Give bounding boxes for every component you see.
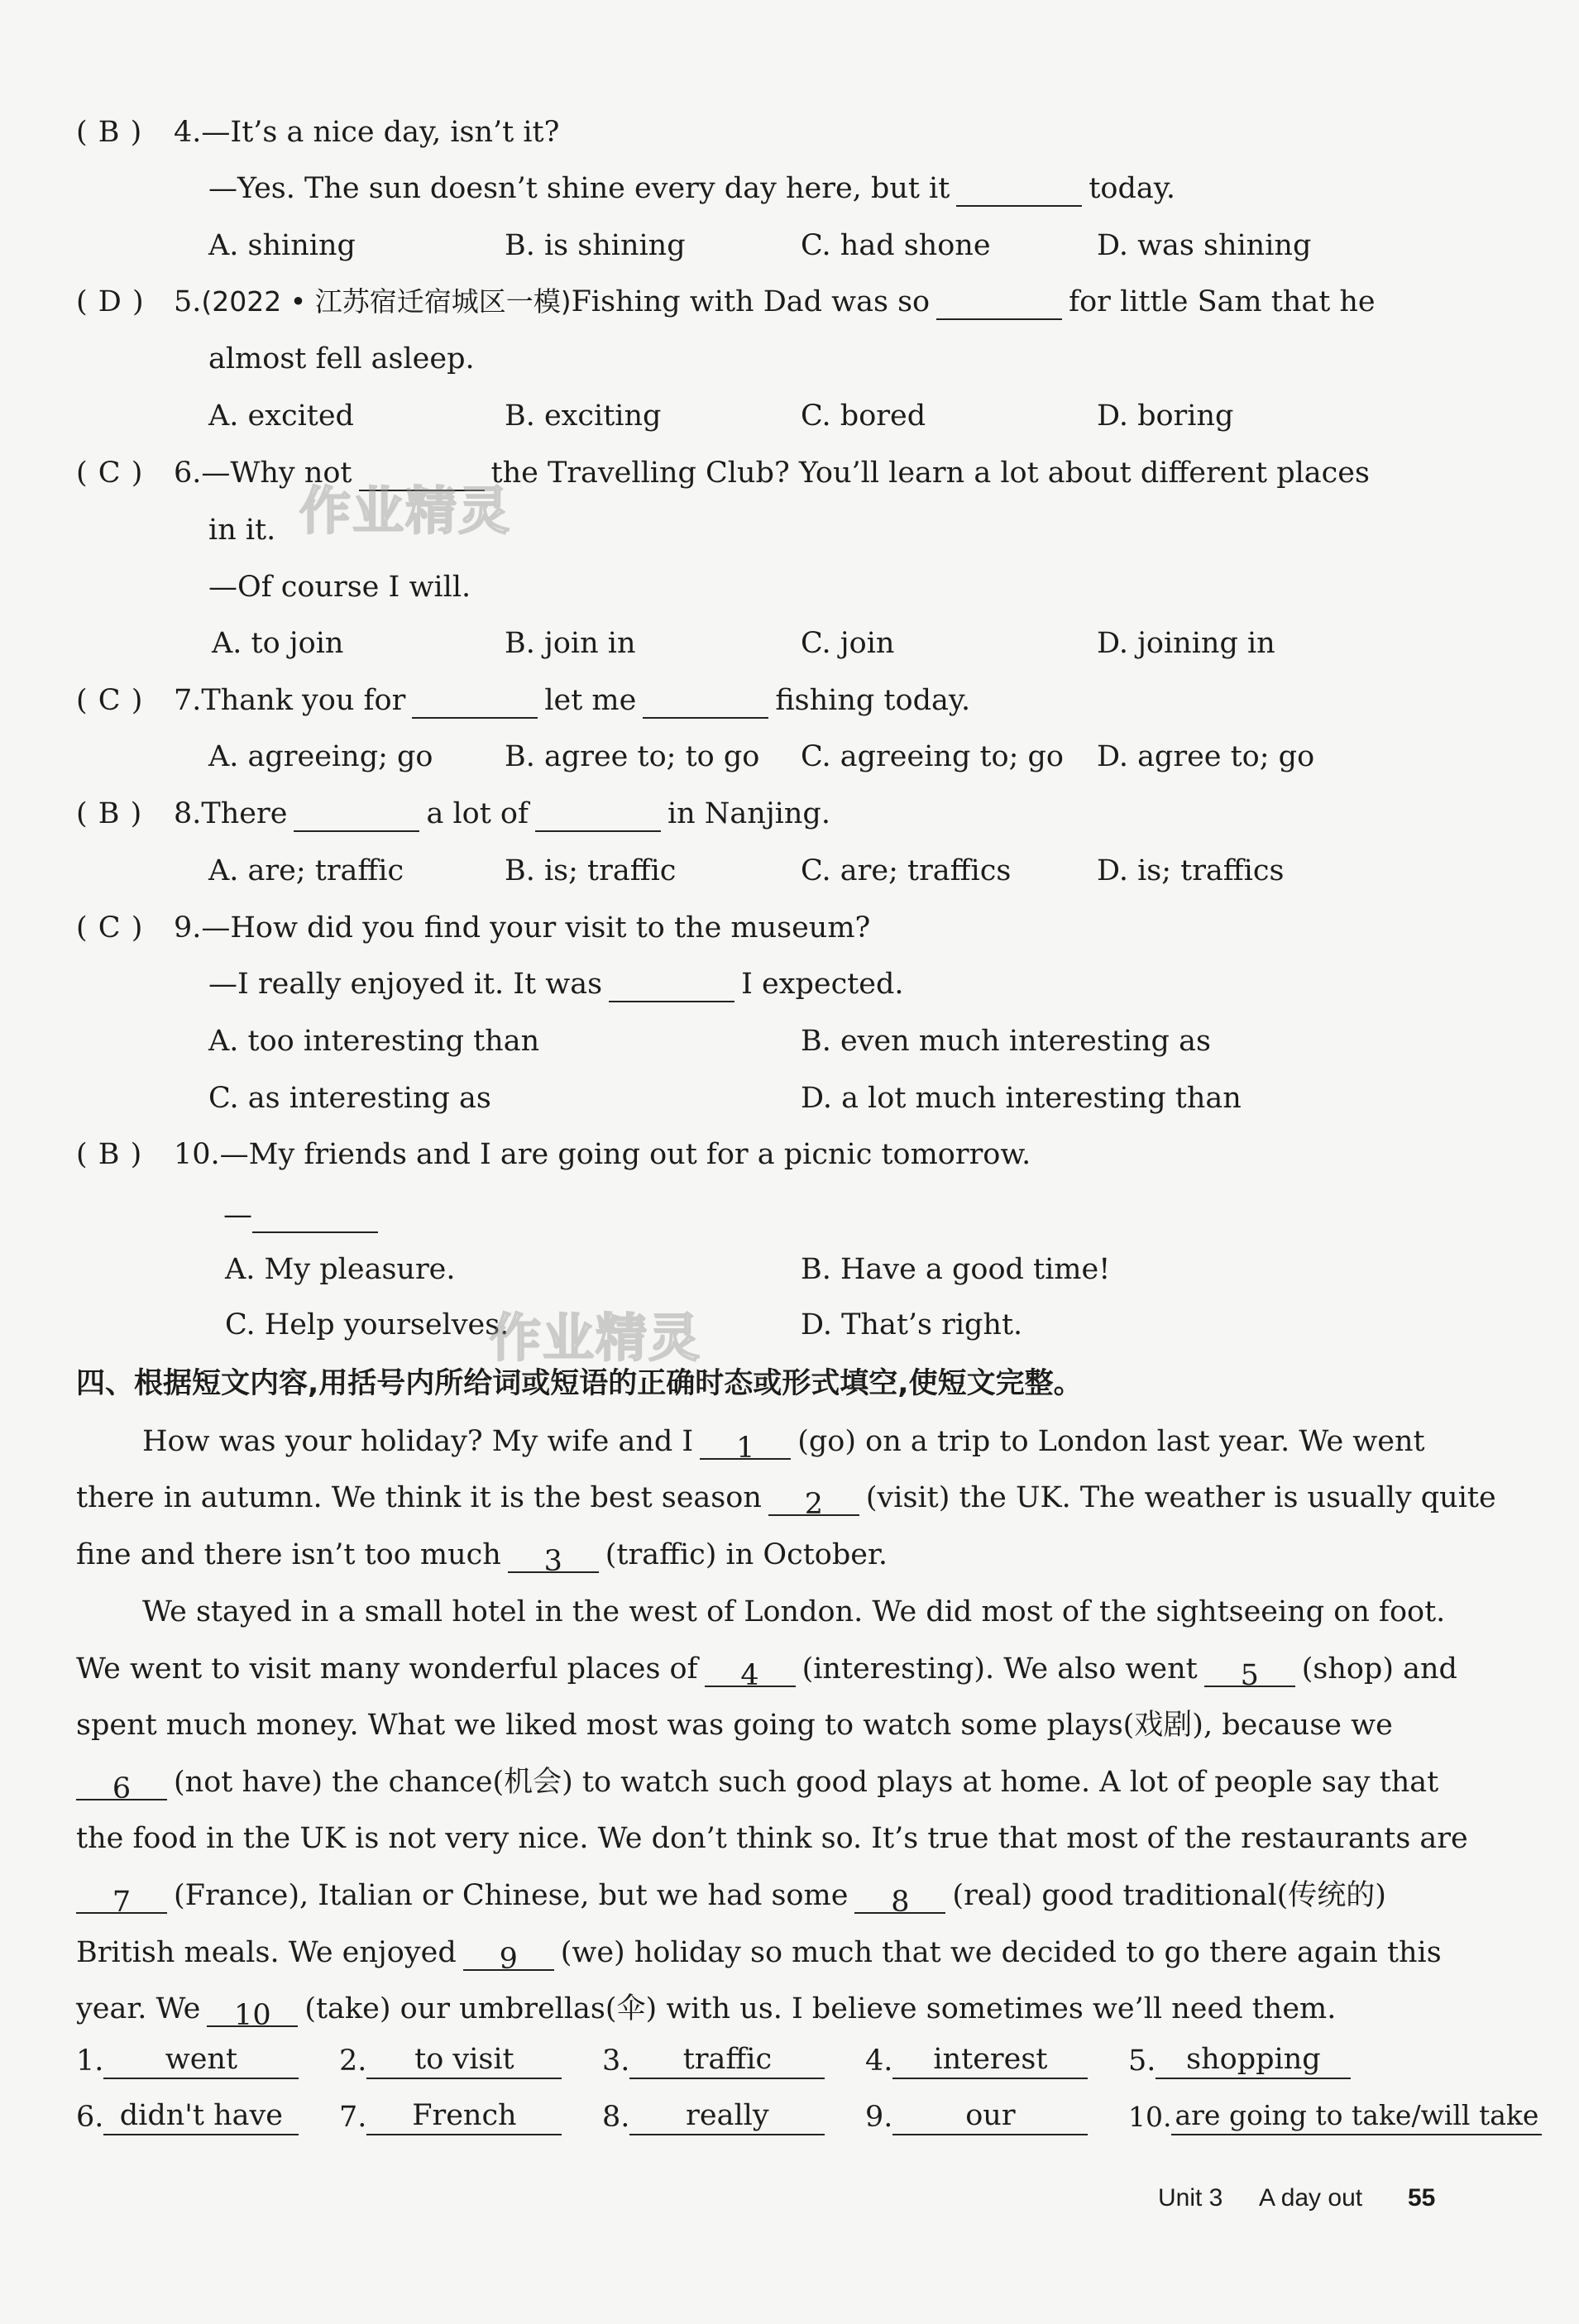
answer-6: C <box>98 457 122 490</box>
answer-9: C <box>98 911 122 944</box>
answer-field-4: interest <box>892 2041 1088 2079</box>
blank <box>643 689 768 719</box>
answer-10: B <box>98 1138 121 1171</box>
source-tag: (2022 • 江苏宿迁宿城区一模) <box>201 285 572 318</box>
blank-6: 6 <box>76 1771 167 1800</box>
answer-field-8: really <box>629 2097 825 2135</box>
answer-4: B <box>98 116 121 149</box>
answer-field-6: didn't have <box>103 2097 299 2135</box>
watermark: 作业精灵 <box>490 1308 702 1368</box>
workbook-page: ( B ) 4.—It’s a nice day, isn’t it? —Yes. The sun doesn’t shine every day here, but it today. A. shining B. is shining C. had shone D. was shining ( D ) 5.(2022 • 江苏宿迁宿城区一模)Fishing with Dad was so for little Sam that he almost fell asleep. A. excited B. exciting C. bored D. boring ( C ) 6.—Why not the Travelling Club? You’ll learn a lot about different places in it. —Of course I will. A. to join B. join in C. join D. joining in ( C ) 7.Thank you for let me fishing today. A. agreeing; go B. agree to; to go C. agreeing to; go D. agree to; go ( B ) 8.There a lot of in Nanjing. A. are; traffic B. is; traffic C. are; traffics D. is; traffics ( C ) 9.—How did you find your visit to the museum? —I really enjoyed it. It was I expected. A. too interesting than B. even much interesting as C. as interesting as D. a lot much interesting than ( B ) 10.—My friends and I are going out for a picnic tomorrow. — A. My pleasure. B. Have a good time! C. Help yourselves. D. That’s right. 作业精灵 作业精灵 四、根据短文内容,用括号内所给词或短语的正确时态或形式填空,使短文完整。 How was your holiday? My wife and I 1 (go) on a trip to London last year. We went there in autumn. We think it is the best season 2 (visit) the UK. The weather is usually quite fine and there isn’t too much 3 (traffic) in October. We stayed in a small hotel in the west of London. We did most of the sightseeing on foot. We went to visit many wonderful places of 4 (interesting). We also went 5 (shop) and spent much money. What we liked most was going to watch some plays(戏剧), because we 6 (not have) the chance(机会) to watch such good plays at home. A lot of people say that the food in the UK is not very nice. We don’t think so. It’s true that most of the restaurants are 7 (France), Italian or Chinese, but we had some 8 (real) good traditional(传统的) British meals. We enjoyed 9 (we) holiday so much that we decided to go there again this year. We 10 (take) our umbrellas(伞) with us. I believe sometimes we’ll need them. 1. went 2. to visit 3. traffic 4. interest 5. shopping 6. didn't have 7. French 8. really 9. our 10. are going to take/will take Unit 3 A day out 55 <box>0 0 1579 2324</box>
blank <box>609 973 734 1002</box>
answer-field-10: are going to take/will take <box>1171 2097 1542 2135</box>
answer-8: B <box>98 797 121 830</box>
blank-1: 1 <box>700 1430 791 1460</box>
answer-field-2: to visit <box>366 2041 562 2079</box>
blank <box>252 1203 378 1233</box>
blank <box>412 689 538 719</box>
blank <box>535 802 661 832</box>
blank-4: 4 <box>705 1657 796 1687</box>
answer-field-3: traffic <box>629 2041 825 2079</box>
unit-title: A day out <box>1259 2184 1363 2212</box>
answer-field-5: shopping <box>1156 2041 1351 2079</box>
blank-3: 3 <box>508 1543 599 1573</box>
blank <box>936 290 1062 320</box>
blank-7: 7 <box>76 1884 167 1914</box>
answer-7: C <box>98 684 122 717</box>
unit-label: Unit 3 <box>1158 2184 1223 2212</box>
blank-8: 8 <box>854 1884 945 1914</box>
blank-2: 2 <box>768 1486 859 1516</box>
blank-9: 9 <box>463 1941 554 1971</box>
answer-5: D <box>98 285 122 318</box>
page-number: 55 <box>1408 2184 1436 2212</box>
answer-field-7: French <box>366 2097 562 2135</box>
blank-5: 5 <box>1204 1657 1295 1687</box>
answer-field-9: our <box>892 2097 1088 2135</box>
watermark: 作业精灵 <box>299 481 512 541</box>
blank <box>956 177 1082 207</box>
blank-10: 10 <box>207 1997 298 2027</box>
blank <box>294 802 419 832</box>
answer-field-1: went <box>103 2041 299 2079</box>
